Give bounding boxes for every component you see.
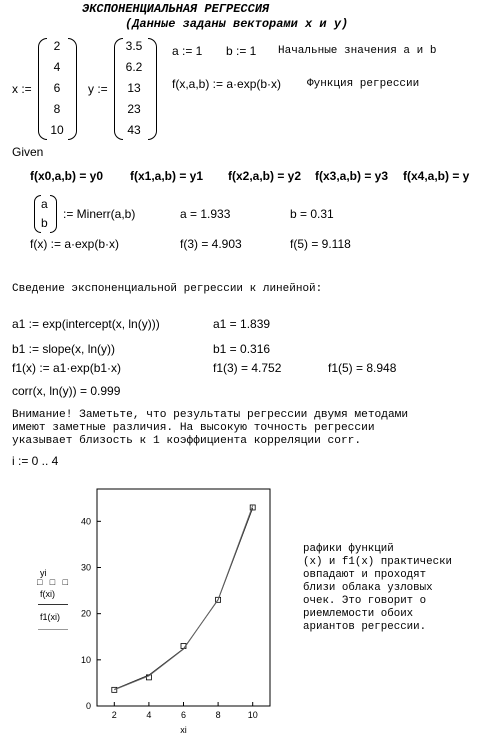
fx-definition: f(x) := a·exp(b·x) [30, 237, 120, 251]
y-tick-label: 10 [80, 654, 91, 665]
f1-3-value: f1(3) = 4.752 [213, 361, 282, 375]
corr-value: corr(x, ln(y)) = 0.999 [12, 384, 121, 398]
page-subtitle: (Данные заданы векторами x и y) [125, 17, 349, 31]
function-definition: f(x,a,b) := a·exp(b·x) [172, 77, 282, 91]
minerr-b-value: b = 0.31 [290, 207, 334, 221]
legend-f-line [38, 604, 68, 605]
init-comment: Начальные значения a и b [278, 45, 437, 57]
x-tick-label: 4 [146, 710, 152, 720]
page-title: ЭКСПОНЕНЦИАЛЬНАЯ РЕГРЕССИЯ [82, 2, 270, 16]
y-tick-label: 0 [85, 701, 91, 711]
chart-caption: рафики функций (x) и f1(x) практически овпадают и проходят близи облака узловых очек. Это говорит о риемлемости обоих ариантов регрессии. [303, 543, 453, 633]
init-b: b := 1 [226, 44, 257, 58]
y-tick-label: 30 [80, 562, 91, 573]
constraint-2: f(x2,a,b) = y2 [228, 169, 302, 183]
x-tick-label: 2 [111, 710, 117, 720]
y-vector-element: 3.5 [125, 39, 143, 53]
b1-value: b1 = 0.316 [213, 342, 271, 356]
notice-paragraph: Внимание! Заметьте, что результаты регрессии двумя методами имеют заметные различия. На высокую точность регрессии указывает близость к 1 коэффициента корреляции corr. [12, 409, 409, 447]
x-vector-element: 8 [53, 102, 61, 116]
y-tick-label: 20 [80, 608, 91, 619]
y-vector-element: 6.2 [125, 60, 143, 74]
minerr-expression: := Minerr(a,b) [63, 207, 136, 221]
legend-yi-label: yi [40, 568, 47, 578]
init-a: a := 1 [172, 44, 203, 58]
plot-frame [97, 489, 270, 706]
b1-definition: b1 := slope(x, ln(y)) [12, 342, 116, 356]
x-tick-label: 10 [247, 710, 258, 720]
y-vector-element: 23 [127, 102, 141, 116]
function-comment: Функция регрессии [307, 78, 420, 90]
y-tick-label: 40 [80, 516, 91, 527]
x-vector-element: 10 [50, 123, 64, 137]
legend-f1-label: f1(xi) [40, 612, 60, 622]
x-vector-label: x := [12, 82, 32, 96]
constraint-0: f(x0,a,b) = y0 [30, 169, 104, 183]
legend-f-label: f(xi) [40, 589, 55, 599]
constraint-1: f(x1,a,b) = y1 [130, 169, 204, 183]
fx-f5-value: f(5) = 9.118 [290, 237, 351, 251]
legend-f1-line [38, 629, 68, 630]
x-tick-label: 6 [180, 710, 187, 720]
series-line-2 [114, 506, 252, 690]
linear-heading: Сведение экспоненциальной регрессии к линейной: [12, 283, 323, 295]
y-vector-element: 43 [127, 123, 141, 137]
given-keyword: Given [12, 145, 44, 159]
legend-yi-markers: □ □ □ [37, 578, 70, 588]
range-definition: i := 0 .. 4 [12, 454, 59, 468]
minerr-a-value: a = 1.933 [180, 207, 231, 221]
series-line-1 [114, 508, 252, 689]
a1-value: a1 = 1.839 [213, 317, 271, 331]
f1-5-value: f1(5) = 8.948 [328, 361, 397, 375]
x-vector-element: 4 [53, 60, 61, 74]
y-vector-label: y := [88, 82, 108, 96]
x-axis-label: xi [180, 725, 187, 735]
minerr-lhs-a: a [41, 197, 48, 211]
minerr-lhs-b: b [41, 216, 48, 230]
x-tick-label: 8 [215, 710, 221, 720]
x-vector-element: 6 [53, 81, 61, 95]
constraint-4: f(x4,a,b) = y [403, 169, 470, 183]
fx-f3-value: f(3) = 4.903 [180, 237, 242, 251]
x-vector-element: 2 [53, 39, 61, 53]
a1-definition: a1 := exp(intercept(x, ln(y))) [12, 317, 160, 331]
y-vector-element: 13 [127, 81, 141, 95]
f1-definition: f1(x) := a1·exp(b1·x) [12, 361, 122, 375]
constraint-3: f(x3,a,b) = y3 [315, 169, 389, 183]
